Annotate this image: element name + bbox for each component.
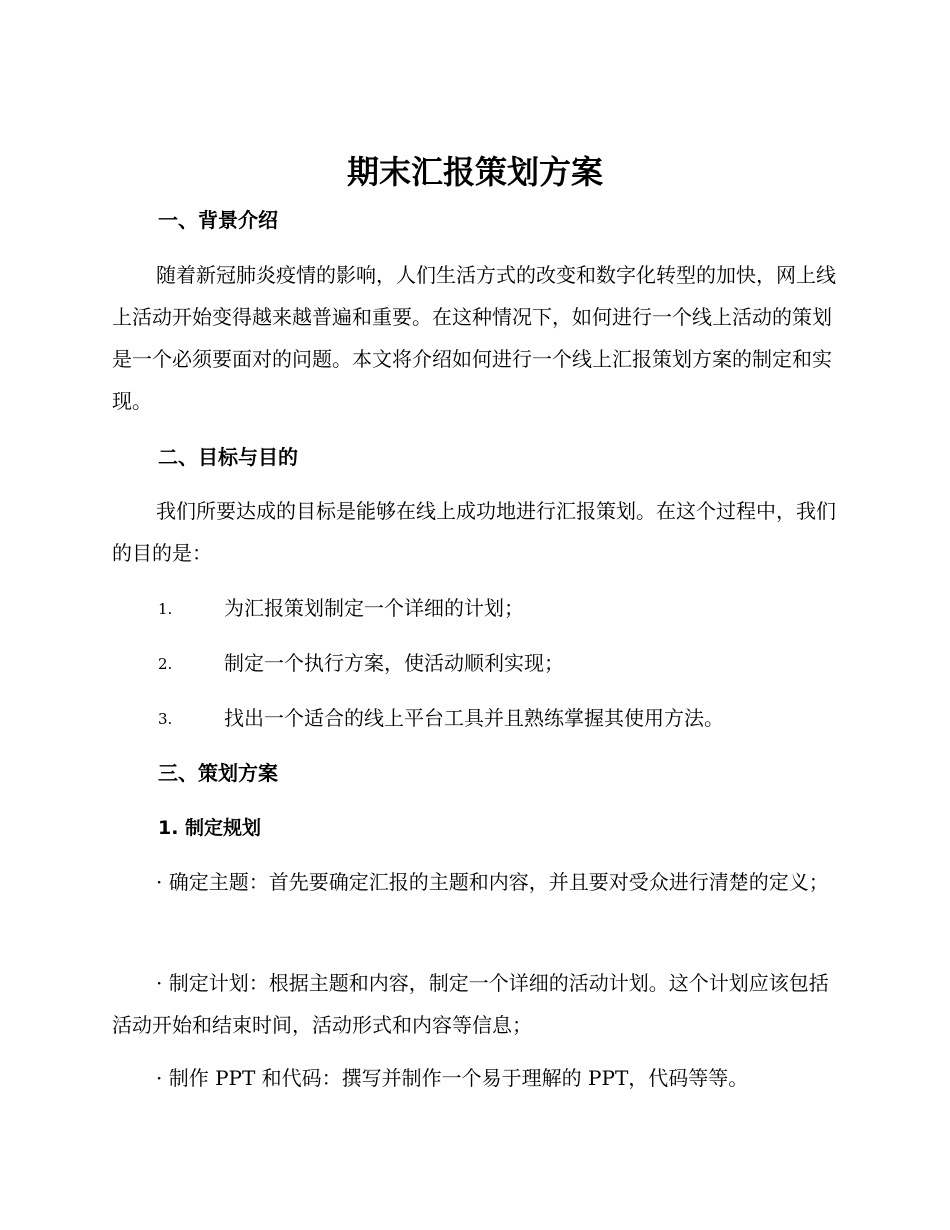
- list-item: [158, 594, 524, 623]
- section-heading-goals: 二、目标与目的: [158, 445, 298, 469]
- document-title: 期末汇报策划方案: [346, 153, 603, 191]
- list-item: [158, 704, 724, 733]
- background-paragraph: 随着新冠肺炎疫情的影响，人们生活方式的改变和数字化转型的加快，网上线上活动开始变得越来越普遍和重要。在这种情况下，如何进行一个线上活动的策划是一个必须要面对的问题。本文将介绍如何进行一个线上汇报策划方案的制定和实现。: [112, 263, 836, 413]
- list-item: [158, 649, 564, 678]
- bullet-paragraph: · 确定主题：首先要确定汇报的主题和内容，并且要对受众进行清楚的定义；: [156, 870, 829, 894]
- goals-paragraph: 我们所要达成的目标是能够在线上成功地进行汇报策划。在这个过程中，我们的目的是：: [112, 499, 836, 565]
- section-heading-background: 一、背景介绍: [158, 208, 278, 232]
- bullet-paragraph: · 制定计划：根据主题和内容，制定一个详细的活动计划。这个计划应该包括活动开始和结束时间，活动形式和内容等信息；: [112, 971, 829, 1037]
- list-text: 制定一个执行方案，使活动顺利实现；: [224, 651, 564, 675]
- list-text: 为汇报策划制定一个详细的计划；: [224, 596, 524, 620]
- bullet-paragraph: · 制作 PPT 和代码：撰写并制作一个易于理解的 PPT，代码等等。: [156, 1066, 749, 1090]
- subsection-heading: 1. 制定规划: [158, 817, 262, 839]
- list-text: 找出一个适合的线上平台工具并且熟练掌握其使用方法。: [224, 706, 724, 730]
- section-heading-plan: 三、策划方案: [158, 761, 278, 785]
- list-number: 3.: [158, 710, 173, 728]
- list-number: 1.: [158, 600, 173, 618]
- list-number: 2.: [158, 655, 173, 673]
